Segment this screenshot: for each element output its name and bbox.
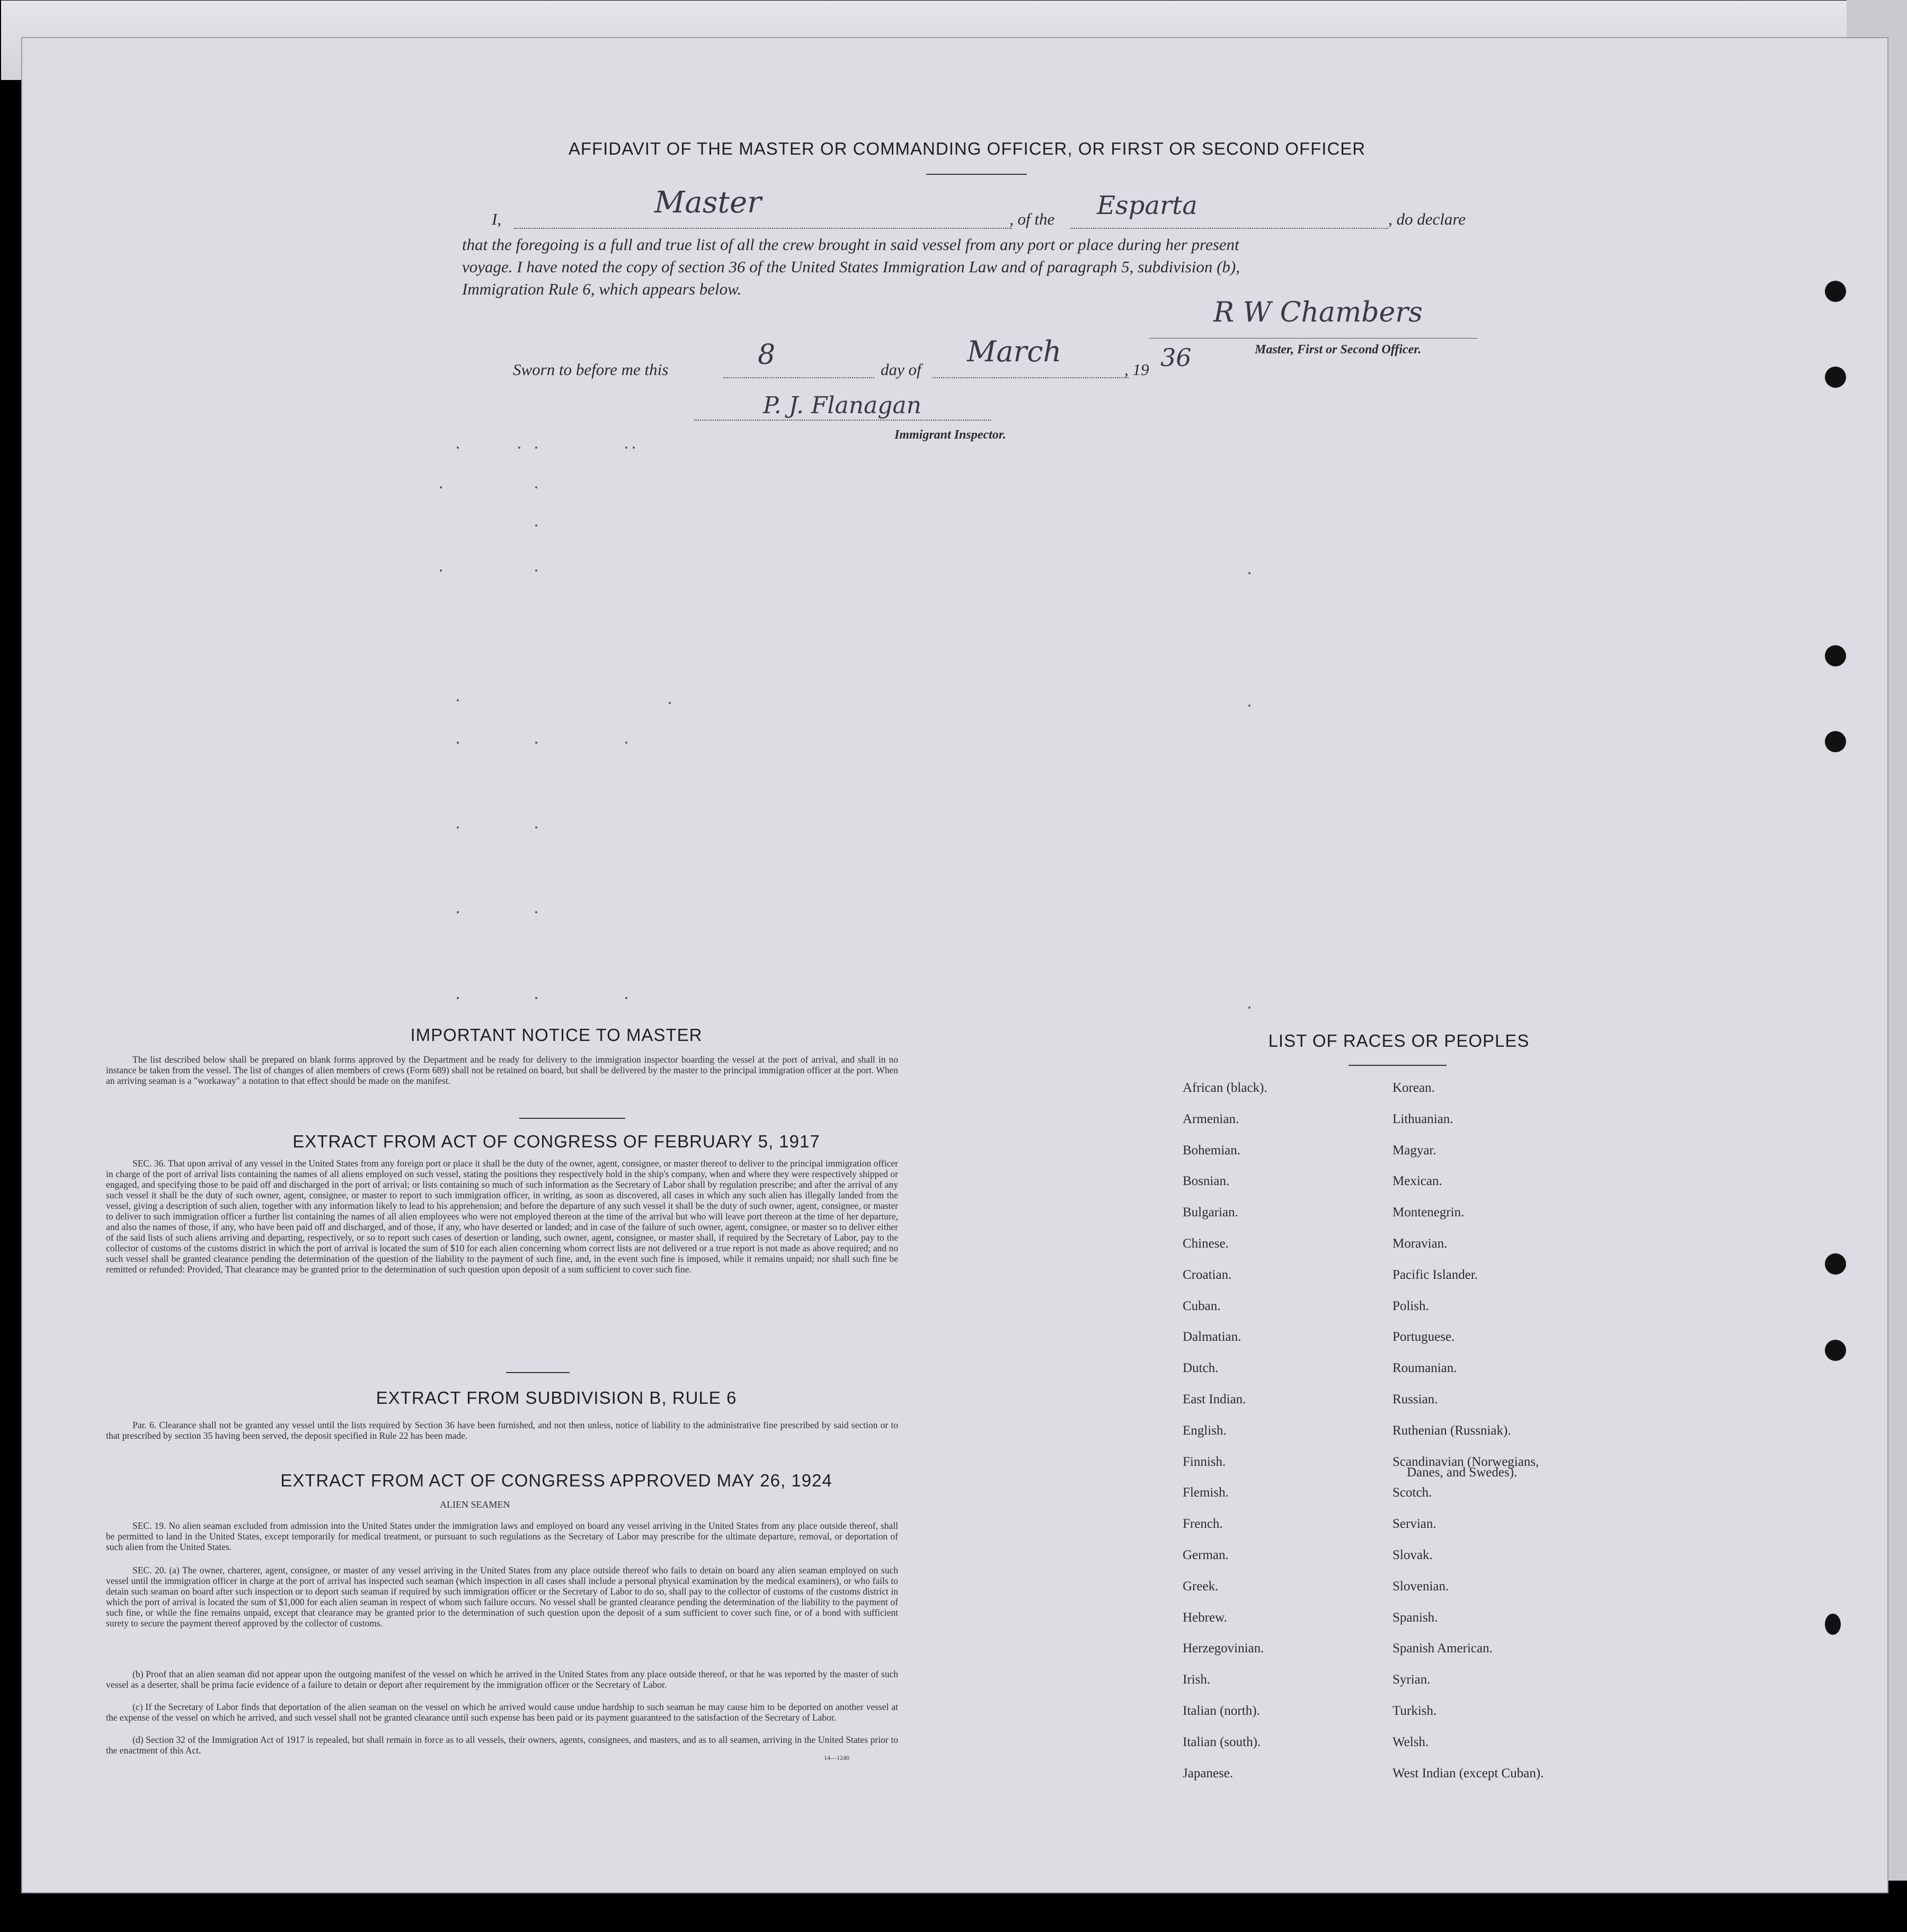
race-item: Dutch. [1183, 1361, 1219, 1375]
race-item: Flemish. [1183, 1485, 1229, 1500]
race-item: African (black). [1183, 1081, 1267, 1095]
extract-1924-subtitle: ALIEN SEAMEN [440, 1499, 510, 1510]
race-item: Turkish. [1392, 1704, 1437, 1718]
stray-mark [535, 826, 537, 829]
race-item: Irish. [1183, 1672, 1211, 1687]
stray-mark [518, 447, 520, 449]
sworn-label: Sworn to before me this [513, 360, 669, 379]
race-item: Welsh. [1392, 1735, 1429, 1749]
stray-mark [457, 997, 459, 999]
punch-hole [1825, 645, 1846, 666]
stray-mark [535, 447, 537, 449]
stray-mark [625, 742, 627, 744]
punch-hole [1825, 367, 1846, 388]
race-item: Italian (south). [1183, 1735, 1261, 1749]
inspector-line [694, 420, 991, 421]
divider [519, 1118, 625, 1119]
divider [1349, 1065, 1447, 1066]
race-item: Korean. [1392, 1081, 1435, 1095]
form-number: 14—1240 [824, 1754, 849, 1761]
race-item: Slovenian. [1392, 1579, 1449, 1593]
extract-1924-sec20b: (b) Proof that an alien seaman did not appear upon the outgoing manifest of the vessel on which he arrived in the United States from any place outside thereof, or that he was reported by the master of such vessel as a deserter, shall be prima facie evidence of a failure to detain or deport after requirement by the immigration officer or the Secretary of Labor. [106, 1669, 898, 1690]
master-signature: R W Chambers [1213, 297, 1423, 328]
race-item: Hebrew. [1183, 1610, 1227, 1625]
race-item: Servian. [1392, 1517, 1436, 1531]
extract-1924-sec19: SEC. 19. No alien seaman excluded from admission into the United States under the immigration laws and employed on board any vessel arriving in the United States from any place outside thereof, shall be permitted to land in the United States, except temporarily for medical treatment, or pursuant to such regulations as the Secretary of Labor may prescribe for the ultimate departure, removal, or deportation of such alien from the United States. [106, 1520, 898, 1552]
stray-mark [633, 447, 635, 449]
race-item: Bosnian. [1183, 1174, 1230, 1188]
stray-mark [1248, 1007, 1250, 1009]
year-handwriting: 36 [1160, 343, 1192, 372]
race-item: Japanese. [1183, 1766, 1234, 1780]
race-item: West Indian (except Cuban). [1392, 1766, 1544, 1780]
divider [506, 1372, 570, 1373]
vessel-handwriting: Esparta [1097, 191, 1198, 220]
punch-hole [1825, 281, 1846, 302]
race-item: Russian. [1392, 1392, 1438, 1406]
stray-mark [535, 569, 537, 572]
race-item: Scotch. [1392, 1485, 1432, 1500]
affidavit-body-line3: Immigration Rule 6, which appears below. [462, 280, 742, 298]
stray-mark [535, 742, 537, 744]
stray-mark [535, 486, 537, 488]
divider [926, 174, 1027, 175]
day-of-label: day of [881, 360, 921, 379]
race-item: Portuguese. [1392, 1330, 1455, 1344]
affidavit-title: AFFIDAVIT OF THE MASTER OR COMMANDING OFFICER, OR FIRST OR SECOND OFFICER [568, 139, 1366, 158]
inspector-caption: Immigrant Inspector. [894, 428, 1006, 442]
vessel-fill-line [1070, 228, 1388, 229]
punch-hole [1825, 1614, 1841, 1635]
race-item: Greek. [1183, 1579, 1219, 1593]
race-item: Bulgarian. [1183, 1205, 1238, 1219]
extract-1924-sec20c: (c) If the Secretary of Labor finds that deportation of the alien seaman on the vessel on which he arrived would cause undue hardship to such seaman he may cause him to be deported on another vessel at the expense of the vessel on which he arrived, and such vessel shall not be granted clearance until such expense has been paid or its payment guaranteed to the satisfaction of the Secretary of Labor. [106, 1702, 898, 1723]
extract-1924-sec20d: (d) Section 32 of the Immigration Act of 1917 is repealed, but shall remain in force as to all vessels, their owners, agents, consignees, and masters, and as to all seamen, arriving in the United States prior to the enactment of this Act. [106, 1734, 898, 1756]
race-item: French. [1183, 1517, 1223, 1531]
extract-rule6-title: EXTRACT FROM SUBDIVISION B, RULE 6 [376, 1388, 737, 1408]
day-fill-line [723, 377, 874, 378]
extract-1924-sec20a: SEC. 20. (a) The owner, charterer, agent, consignee, or master of any vessel arriving in the United States from any place outside thereof who fails to detain on board any alien seaman employed on such vessel until the immigration officer in charge at the port of arrival has inspected such seaman (which inspection in all cases shall include a personal physical examination by the medical examiners), or who fails to detain such seaman on board after such inspection or to deport such seaman if required by such immigration officer or the Secretary of Labor to do so, shall pay to the collector of customs of the customs district in which the port of arrival is located the sum of $1,000 for each alien seaman in respect of whom such failure occurs. No vessel shall be granted clearance pending the determination of the liability to the payment of such fine, or while the fine remains unpaid, except that clearance may be granted prior to the determination of such question upon the deposit of a sum sufficient to cover such fine, or of a bond with sufficient surety to secure the payment thereof approved by the collector of customs. [106, 1565, 898, 1628]
race-item: Lithuanian. [1392, 1112, 1453, 1126]
stray-mark [1248, 572, 1250, 574]
stray-mark [457, 699, 459, 701]
punch-hole [1825, 1253, 1846, 1275]
year-prefix: , 19 [1124, 360, 1149, 379]
race-item: Finnish. [1183, 1455, 1226, 1469]
race-item: Chinese. [1183, 1236, 1229, 1251]
race-item: Pacific Islander. [1392, 1268, 1478, 1282]
race-item: East Indian. [1183, 1392, 1246, 1406]
race-item: Danes, and Swedes). [1407, 1465, 1518, 1480]
race-item: English. [1183, 1423, 1227, 1438]
inspector-signature: P. J. Flanagan [763, 392, 921, 419]
race-item: Spanish American. [1392, 1641, 1493, 1655]
extract-1917-body: SEC. 36. That upon arrival of any vessel in the United States from any foreign port or place it shall be the duty of the owner, agent, consignee, or master thereof to deliver to the principal immigration officer in charge of the port of arrival lists containing the names of all aliens employed on such vessel, stating the positions they respectively hold in the ship's company, when and where they were respectively shipped or engaged, and specifying those to be paid off and discharged in the port of arrival; or lists containing so much of such information as the Secretary of Labor shall by regulation prescribe; and after the arrival of any such vessel it shall be the duty of such owner, agent, consignee, or master to report to such immigration officer, in writing, as soon as discovered, all cases in which any such alien has illegally landed from the vessel, giving a description of such alien, together with any information likely to lead to his apprehension; and before the departure of any such vessel it shall be the duty of such owner, agent, consignee, or master to deliver to such immigration officer a further list containing the names of all alien employees who were not employed thereon at the time of the arrival but who will leave port thereon at the time of her departure, and also the names of those, if any, who have been paid off and discharged, and of those, if any, who have deserted or landed; and in case of the failure of such owner, agent, consignee, or master so to deliver either of the said lists of such aliens arriving and departing, respectively, or so to report such cases of desertion or landing, such owner, agent, consignee, or master shall, if required by the Secretary of Labor, pay to the collector of customs of the customs district in which the port of arrival is located the sum of $10 for each alien concerning whom correct lists are not delivered or a true report is not made as above required; and no such vessel shall be granted clearance pending the determination of the question of the liability to the payment of such fine, and, in the event such fine is imposed, while it remains unpaid; nor shall such fine be remitted or refunded: Provided, That clearance may be granted prior to the determination of such question upon deposit of a sum sufficient to cover such fine. [106, 1158, 898, 1275]
stray-mark [535, 524, 537, 527]
day-handwriting: 8 [758, 339, 776, 371]
stray-mark [457, 447, 459, 449]
race-item: Armenian. [1183, 1112, 1239, 1126]
stray-mark [1248, 705, 1250, 707]
master-handwriting: Master [654, 185, 761, 220]
master-caption: Master, First or Second Officer. [1255, 343, 1422, 357]
extract-1924-title: EXTRACT FROM ACT OF CONGRESS APPROVED MAY 26, 1924 [280, 1471, 832, 1490]
race-item: Moravian. [1392, 1236, 1448, 1251]
races-title: LIST OF RACES OR PEOPLES [1268, 1031, 1530, 1050]
race-item: Ruthenian (Russniak). [1392, 1423, 1511, 1438]
affidavit-body-line2: voyage. I have noted the copy of section 36 of the United States Immigration Law and of paragraph 5, subdivision (b), [462, 257, 1240, 276]
race-item: Slovak. [1392, 1548, 1433, 1562]
affidavit-line1-prefix: I, [492, 210, 502, 228]
race-item: Polish. [1392, 1299, 1429, 1313]
race-item: Cuban. [1183, 1299, 1221, 1313]
month-handwriting: March [967, 335, 1062, 368]
affidavit-line1-suffix: , do declare [1388, 210, 1466, 228]
race-item: Bohemian. [1183, 1143, 1241, 1158]
stray-mark [625, 447, 627, 449]
stray-mark [457, 826, 459, 829]
master-fill-line [514, 228, 1012, 229]
stray-mark [625, 997, 627, 999]
race-item: Dalmatian. [1183, 1330, 1241, 1344]
notice-title: IMPORTANT NOTICE TO MASTER [410, 1025, 703, 1045]
stray-mark [457, 742, 459, 744]
extract-rule6-body: Par. 6. Clearance shall not be granted any vessel until the lists required by Section 36 have been furnished, and not then unless, notice of liability to the administrative fine prescribed by said section or to that prescribed by section 35 having been served, the deposit specified in Rule 22 has been made. [106, 1420, 898, 1441]
notice-body: The list described below shall be prepared on blank forms approved by the Department and be ready for delivery to the immigration inspector boarding the vessel at the port of arrival, and shall in no instance be taken from the vessel. The list of changes of alien members of crews (Form 689) shall not be retained on board, but shall be delivered by the master to the principal immigration officer at the port. When an arriving seaman is a "workaway" a notation to that effect should be made on the manifest. [106, 1054, 898, 1086]
race-item: Herzegovinian. [1183, 1641, 1264, 1655]
affidavit-body-line1: that the foregoing is a full and true list of all the crew brought in said vessel from any port or place during her present [462, 235, 1239, 254]
race-item: Italian (north). [1183, 1704, 1260, 1718]
stray-mark [440, 569, 442, 572]
stray-mark [535, 997, 537, 999]
race-item: Roumanian. [1392, 1361, 1457, 1375]
extract-1917-title: EXTRACT FROM ACT OF CONGRESS OF FEBRUARY 5, 1917 [292, 1132, 820, 1151]
race-item: Montenegrin. [1392, 1205, 1465, 1219]
month-fill-line [933, 377, 1129, 378]
race-item: German. [1183, 1548, 1229, 1562]
affidavit-line1-mid: , of the [1009, 210, 1055, 228]
stray-mark [457, 911, 459, 913]
race-item: Scandinavian (Norwegians, [1392, 1455, 1539, 1469]
race-item: Mexican. [1392, 1174, 1442, 1188]
race-item: Magyar. [1392, 1143, 1436, 1158]
punch-hole [1825, 1340, 1846, 1361]
stray-mark [669, 702, 671, 704]
race-item: Syrian. [1392, 1672, 1431, 1687]
race-item: Spanish. [1392, 1610, 1438, 1625]
stray-mark [440, 486, 442, 488]
race-item: Croatian. [1183, 1268, 1232, 1282]
punch-hole [1825, 731, 1846, 752]
stray-mark [535, 911, 537, 913]
